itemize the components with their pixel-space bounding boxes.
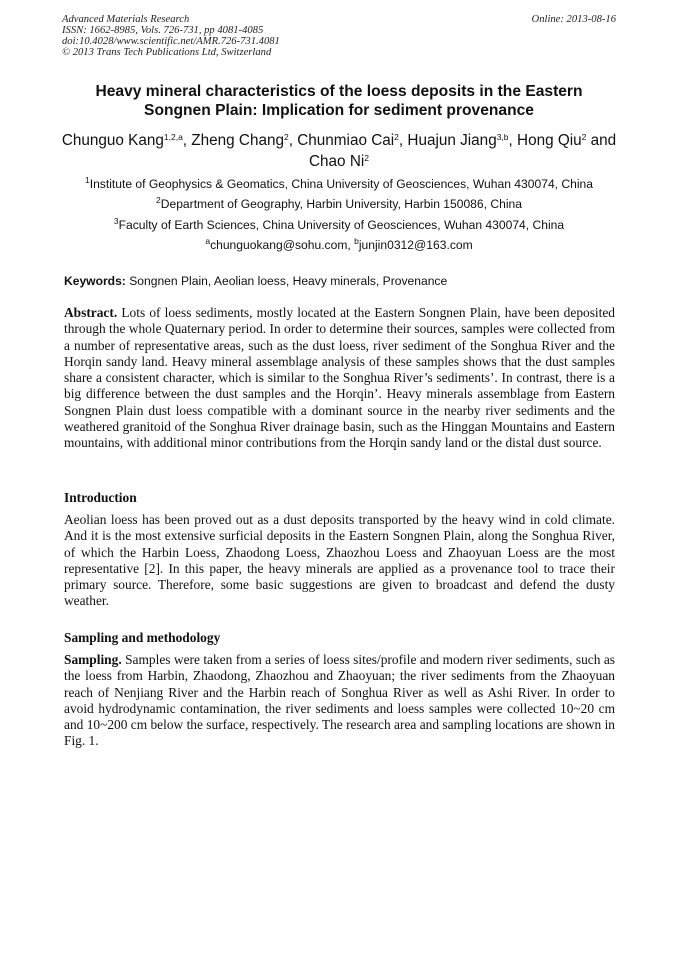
abstract [64,305,615,452]
abstract-label: Abstract. [64,305,118,320]
author: Huajun Jiang$^{3,b}$, [407,132,518,149]
author: Hong Qiu$^2$ and [517,132,617,149]
online-date: Online: 2013-08-16 [531,14,616,25]
journal-header [62,14,616,58]
paper-title: Heavy mineral characteristics of the loess deposits in the Eastern Songnen Plain: Implication for sediment provenance [95,83,583,119]
journal-name: Advanced Materials Research [62,14,190,25]
affiliation-1: $^1$Institute of Geophysics & Geomatics, China University of Geosciences, Wuhan 430074, China [84,175,593,191]
affiliation-3: $^3$Faculty of Earth Sciences, China University of Geosciences, Wuhan 430074, China [113,216,565,232]
doi-line: doi:10.4028/www.scientific.net/AMR.726-731.4081 [62,36,280,47]
author: Chao Ni$^2$ [309,153,369,170]
author: Chunguo Kang$^{1,2,a}$, [61,132,192,149]
copyright-line: © 2013 Trans Tech Publications Ltd, Switzerland [62,47,272,58]
introduction-text: Aeolian loess has been proved out as a dust deposits transported by the heavy wind in cold climate. And it is the most extensive surficial deposits in the Eastern Songnen Plain, along the Songhua River, of which the Harbin Loess, Zhaodong Loess, Zhaozhou Loess and Zhaoyuan Loess are the most representative [2]. In this paper, the heavy minerals are applied as a provenance tool to trace their primary source. Therefore, some basic suggestions are given to broadcast and defend the dusty weather. [64,512,615,609]
author: Zheng Chang$^2$, [191,132,298,149]
sampling-heading: Sampling and methodology [64,630,221,645]
sampling-label: Sampling. [64,652,122,667]
issn-line: ISSN: 1662-8985, Vols. 726-731, pp 4081-4085 [62,25,264,36]
keywords-label: Keywords: [64,274,126,288]
author: Chunmiao Cai$^2$, [297,132,408,149]
author-list [60,130,618,172]
introduction-heading: Introduction [64,490,137,505]
keywords-text: Songnen Plain, Aeolian loess, Heavy minerals, Provenance [129,274,448,288]
affiliation-2: $^2$Department of Geography, Harbin University, Harbin 150086, China [156,195,522,211]
sampling-text: Samples were taken from a series of loess sites/profile and modern river sediments, such as the loess from Harbin, Zhaodong, Zhaozhou and Zhaoyuan; the river sediments from the Zhaoyuan reach of Nenjiang River and the Harbin reach of Songhua River as well as Ashi River. In order to avoid hydrodynamic contamination, the river sediments and loess samples were collected 10~20 cm and 10~200 cm below the surface, respectively. The research area and sampling locations are shown in Fig. 1. [64,652,615,749]
keywords [64,274,616,289]
abstract-text: Lots of loess sediments, mostly located at the Eastern Songnen Plain, have been deposited through the whole Quaternary period. In order to determine their sources, samples were collected from a number of representative areas, such as the dust loess, river sediment of the Songhua River and the Horqin sandy land. Heavy mineral assemblage analysis of these samples shows that the dust samples share a consistent character, which is similar to the Songhua River’s sediments’. In contrast, there is a big difference between the dust samples and the Horqin’. Heavy minerals assemblage from Eastern Songnen Plain dust loess compatible with a dominant source in the nearby river sediments and the weathered granitoid of the Songhua River drainage basin, such as the Hinggan Mountains and Eastern mountains, with additional minor contributions from the Horqin sandy land or the distal dust source. [64,305,615,451]
sampling-paragraph [64,652,615,750]
email-b[interactable]: junjin0312@163.com [358,238,473,252]
email-a[interactable]: chunguokang@sohu.com, [210,238,355,252]
author-emails: $^a$chunguokang@sohu.com, $^b$junjin0312@163.com [205,236,473,252]
